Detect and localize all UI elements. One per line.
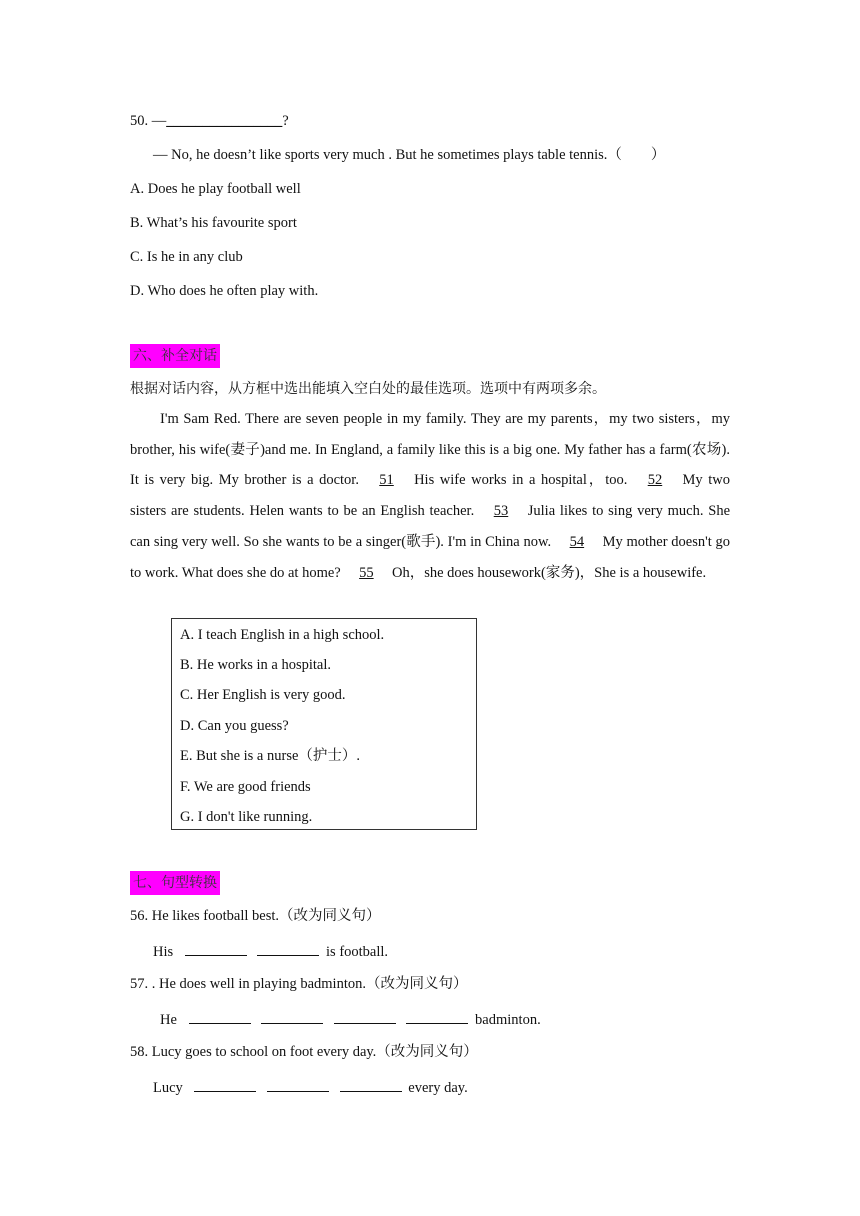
- q56-end: is football.: [326, 944, 389, 960]
- q50-prompt: [130, 111, 289, 131]
- section6-passage: [130, 404, 730, 588]
- q58-blank-3[interactable]: [340, 1077, 402, 1092]
- q58-blank-1[interactable]: [194, 1077, 256, 1092]
- q50-option-d: D. Who does he often play with.: [130, 283, 319, 299]
- box-option-e: E. But she is a nurse（护士）.: [180, 748, 361, 764]
- q57-blank-4[interactable]: [406, 1009, 468, 1024]
- blank-52: 52: [647, 472, 663, 489]
- q58-start: Lucy: [153, 1080, 183, 1096]
- box-option-c: C. Her English is very good.: [180, 687, 346, 703]
- q50-response: — No, he doesn’t like sports very much . But he sometimes plays table tennis.（ ）: [153, 147, 666, 163]
- box-option-d: D. Can you guess?: [180, 718, 289, 734]
- q56-answer-line: [153, 941, 388, 962]
- q50-question-mark: ?: [282, 113, 289, 129]
- passage-part-3: My two sisters are students. Helen wants to be an English teacher.: [130, 472, 730, 520]
- q57-blank-2[interactable]: [261, 1009, 323, 1024]
- q57-prompt: 57. . He does well in playing badminton.（改为同义句）: [130, 976, 468, 992]
- q56-blank-2[interactable]: [257, 941, 319, 956]
- box-option-b: B. He works in a hospital.: [180, 657, 332, 673]
- q58-answer-line: [153, 1077, 468, 1098]
- q57-answer-line: [160, 1009, 541, 1030]
- blank-54: 54: [569, 533, 585, 550]
- q50-number: 50. —: [130, 113, 167, 129]
- blank-51: 51: [379, 472, 394, 489]
- passage-part-6: Oh，she does housework(家务)，She is a housewife.: [388, 564, 707, 581]
- q57-end: badminton.: [475, 1012, 541, 1028]
- q56-prompt: 56. He likes football best.（改为同义句）: [130, 908, 381, 924]
- q50-option-b: B. What’s his favourite sport: [130, 215, 297, 231]
- passage-part-2: His wife works in a hospital，too.: [408, 472, 633, 489]
- q58-end: every day.: [408, 1080, 468, 1096]
- q57-blank-1[interactable]: [189, 1009, 251, 1024]
- q57-blank-3[interactable]: [334, 1009, 396, 1024]
- q56-blank-1[interactable]: [185, 941, 247, 956]
- q58-blank-2[interactable]: [267, 1077, 329, 1092]
- box-option-f: F. We are good friends: [180, 779, 311, 795]
- blank-55: 55: [359, 564, 374, 581]
- passage-part-4: Julia likes to sing very much. She can sing very well. So she wants to be a singer(歌手). I'm in China now.: [130, 503, 731, 550]
- passage-part-1: I'm Sam Red. There are seven people in my family. They are my parents，my two sisters，my brother, his wife(妻子)and me. In England, a family like this is a big one. My father has a farm(农场). It is very big. My brother is a doctor.: [130, 411, 730, 489]
- q56-start: His: [153, 944, 174, 960]
- q57-start: He: [160, 1012, 177, 1028]
- blank-53: 53: [493, 503, 509, 520]
- section6-instruction: 根据对话内容，从方框中选出能填入空白处的最佳选项。选项中有两项多余。: [130, 381, 606, 397]
- q50-option-c: C. Is he in any club: [130, 249, 243, 265]
- passage-part-5: My mother doesn't go to work. What does she do at home?: [130, 533, 730, 581]
- box-option-a: A. I teach English in a high school.: [180, 627, 385, 643]
- section6-heading: 六、补全对话: [130, 344, 220, 368]
- q50-answer-blank: ________________: [166, 113, 283, 129]
- box-option-g: G. I don't like running.: [180, 809, 313, 825]
- q50-option-a: A. Does he play football well: [130, 181, 301, 197]
- q58-prompt: 58. Lucy goes to school on foot every day.（改为同义句）: [130, 1044, 478, 1060]
- section7-heading: 七、句型转换: [130, 871, 220, 895]
- options-box: [171, 618, 477, 830]
